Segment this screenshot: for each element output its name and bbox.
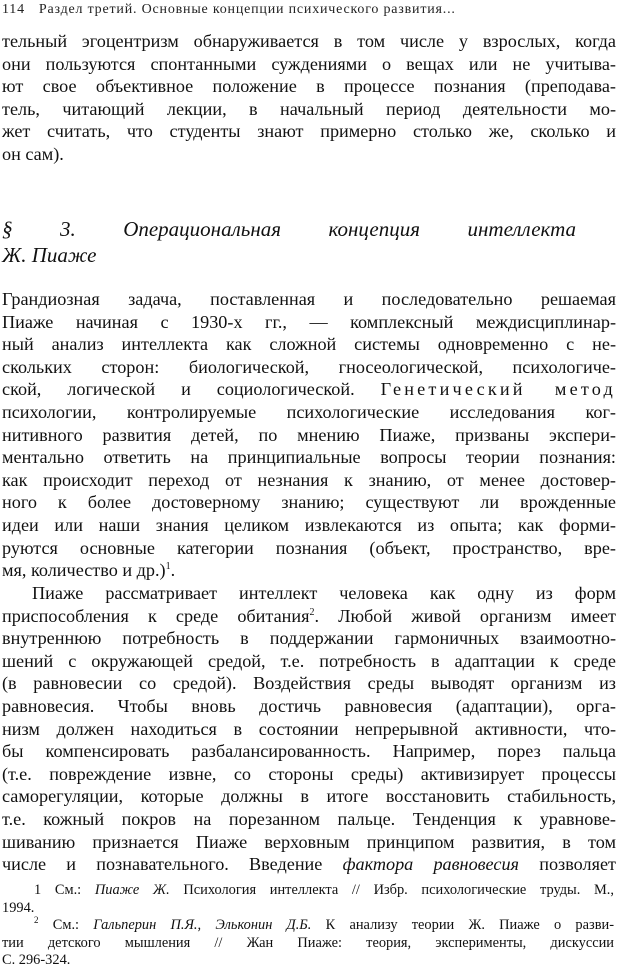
text-segment: приспособления к среде обитания [2,605,310,626]
text-line: руются основные категории познания (объект, пространство, вре- [2,537,616,558]
text-line: (т.е. повреждение извне, со стороны среды) активизирует процессы [2,763,616,784]
page-number: 114 [2,2,25,17]
text-line: равновесия. Чтобы вновь достичь равновесия (адаптации), орга- [2,695,616,716]
text-line [2,605,616,628]
text-segment: позволяет [519,854,617,875]
text-line: Грандиозная задача, поставленная и последовательно решаемая [2,289,616,309]
footnote-number: 2 [34,915,39,926]
footnote-1-cont: 1994. [2,899,35,916]
section-heading [2,216,576,268]
text-line: саморегуляции, которые должны в итоге восстановить стабильность, [2,786,616,807]
text-line: внутреннюю потребность в поддержании гармоничных взаимоотно- [2,628,616,649]
text-line: ного к более достоверному знанию; существуют ли врожденные [2,492,616,513]
spaced-term: Генетический метод [380,379,617,400]
text-line: Пиаже рассматривает интеллект человека как одну из форм [32,583,616,603]
text-line: скольких сторон: биологической, гносеологической, психологиче- [2,356,616,377]
text-line: нитивного развития детей, по мнению Пиаже, призваны экспери- [2,424,616,445]
text-line: Пиаже начиная с 1930-х гг., — комплексный междисциплинар- [2,311,616,332]
footnote-1 [2,882,614,900]
footnotes [2,882,614,970]
running-head [2,2,614,18]
text-line: тель, читающий лекции, в начальный период деятельности мо- [2,98,616,119]
text-line: бы компенсировать разбалансированность. Например, порез пальца [2,741,616,762]
text-segment: См.: [52,917,80,933]
text-line: ют свое объективное положение в процессе познания (преподава- [2,76,616,97]
footnote-2-cont: С. 296-324. [2,952,71,968]
text-line: ментально ответить на принципиальные вопросы теории познания: [2,447,616,468]
footnote-number: 1 [34,882,42,898]
italic-term: фактора равновесия [342,854,520,875]
footnote-2 [2,917,614,935]
text-line: (в равновесии со средой). Воздействия среды выводят организм из [2,673,616,694]
text-line [2,853,616,876]
footnote-author: Гальперин П.Я., Эльконин Д.Б. [93,917,312,933]
paragraph-1 [2,288,616,582]
text-line: они пользуются спонтанными суждениями о вещах или не учитыва- [2,53,616,74]
text-line: психологии, контролируемые психологические исследования ког- [2,401,616,422]
text-line: ный анализ интеллекта как сложной системы одновременно с не- [2,334,616,355]
footnote-author: Пиаже Ж. [94,882,170,898]
text-line: идеи или наши знания целиком извлекаются из опыта; как форми- [2,514,616,535]
footnote-2-cont: тии детского мышления // Жан Пиаже: теория, эксперименты, дискуссии [2,934,614,951]
text-line: жет считать, что студенты знают примерно столько же, сколько и [2,121,616,142]
text-line: тельный эгоцентризм обнаруживается в том числе у взрослых, когда [2,31,616,51]
text-line [2,378,616,401]
text-line: он сам). [2,143,64,164]
text-segment: Психология интеллекта // Избр. психологические труды. М., [183,882,614,898]
text-segment: . Любой живой организм имеет [314,605,616,626]
footnote-ref: 2 [309,606,315,618]
running-head-title: Раздел третий. Основные концепции психического развития... [38,2,456,17]
text-segment: числе и познавательного. Введение [2,854,323,875]
text-segment: ской, логической и социологической. [2,379,355,400]
paragraph-2 [2,582,616,876]
intro-paragraph [2,30,616,166]
text-line: низм должен находиться в состоянии непрерывной активности, что- [2,718,616,739]
text-line: т.е. кожный покров на порезанном пальце. Тенденция к уравнове- [2,808,616,829]
footnote-ref: 1 [165,561,171,573]
heading-line: Ж. Пиаже [2,243,97,267]
text-line: шений с окружающей средой, т.е. потребность в адаптации к среде [2,650,616,671]
text-line: мя, количество и др.)$^1$. [2,560,176,581]
text-segment: См.: [54,882,82,898]
heading-line: § 3. Операциональная концепция интеллекта [2,217,576,241]
text-segment: К анализу теории Ж. Пиаже о разви- [325,917,614,933]
text-line: шиванию признается Пиаже верховным принципом развития, в том [2,831,616,852]
text-segment: мя, количество и др.) [2,560,166,581]
text-line: как происходит переход от незнания к знанию, от менее достовер- [2,469,616,490]
